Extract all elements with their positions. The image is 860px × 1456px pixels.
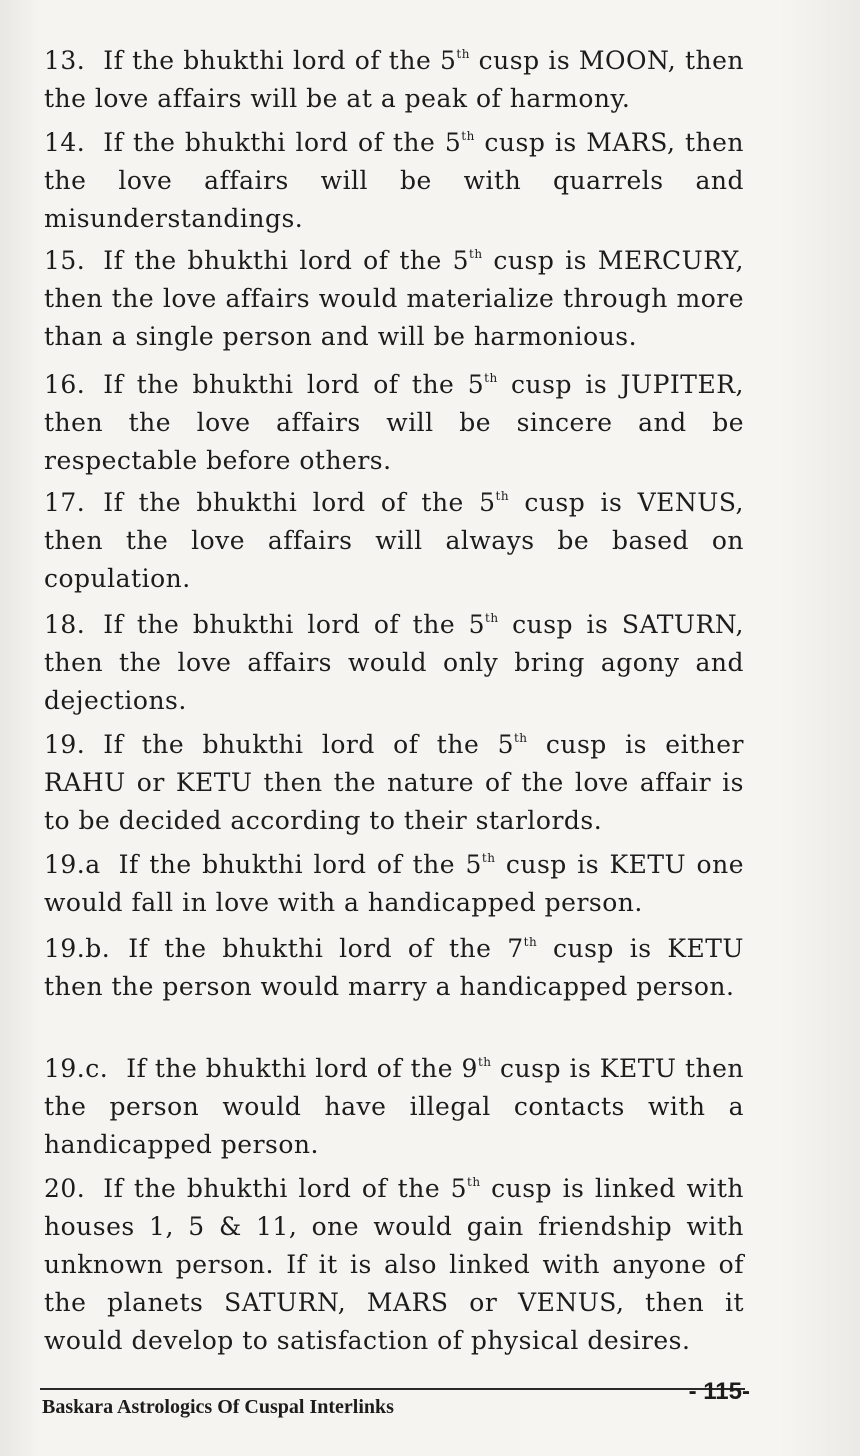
page-body (44, 42, 744, 1384)
item-text-pre: If the bhukthi lord of the 5 (103, 730, 514, 759)
item-number: 13. (44, 46, 86, 75)
ordinal-suffix: th (469, 247, 483, 261)
item-text-pre: If the bhukthi lord of the 7 (128, 934, 524, 963)
item-text-post: cusp is VENUS, then the love affairs will always be based on copulation. (44, 488, 745, 593)
item-text-post: cusp is JUPITER, then the love affairs will be sincere and be respectable before others. (44, 370, 744, 475)
rule-item-19 (44, 726, 744, 846)
item-text-post: cusp is either RAHU or KETU then the nature of the love affair is to be decided according to their starlords. (44, 730, 744, 835)
ordinal-suffix: th (481, 851, 496, 865)
rule-item-13 (44, 42, 744, 124)
ordinal-suffix: th (477, 1055, 492, 1069)
item-number: 16. (44, 370, 86, 399)
item-number: 19.a (44, 850, 101, 879)
ordinal-suffix: th (484, 371, 498, 385)
item-number: 14. (44, 128, 86, 157)
ordinal-suffix: th (495, 489, 510, 503)
item-number: 17. (44, 488, 86, 517)
footer-divider (40, 1388, 745, 1390)
item-text-pre: If the bhukthi lord of the 9 (126, 1054, 478, 1083)
ordinal-suffix: th (461, 129, 475, 143)
item-text-post: cusp is MARS, then the love affairs will be with quarrels and misunderstandings. (44, 128, 744, 233)
item-number: 20. (44, 1174, 86, 1203)
item-text-pre: If the bhukthi lord of the 5 (103, 610, 486, 639)
ordinal-suffix: th (513, 731, 528, 745)
item-text-pre: If the bhukthi lord of the 5 (103, 246, 470, 275)
rule-item-15 (44, 242, 744, 366)
item-text-pre: If the bhukthi lord of the 5 (103, 488, 496, 517)
item-text-pre: If the bhukthi lord of the 5 (103, 46, 457, 75)
ordinal-suffix: th (523, 935, 538, 949)
page-number: - 115- (688, 1378, 750, 1405)
rule-item-19a (44, 846, 744, 930)
item-text-post: cusp is KETU one would fall in love with a handicapped person. (44, 850, 744, 917)
ordinal-suffix: th (467, 1175, 481, 1189)
item-text-pre: If the bhukthi lord of the 5 (103, 1174, 468, 1203)
rule-item-19c (44, 1050, 744, 1170)
item-text-post: cusp is MERCURY, then the love affairs would materialize through more than a single person and will be harmonious. (44, 246, 744, 351)
item-number: 19.b. (44, 934, 111, 963)
rule-item-20 (44, 1170, 744, 1384)
item-text-post: cusp is SATURN, then the love affairs would only bring agony and dejections. (44, 610, 744, 715)
item-text-pre: If the bhukthi lord of the 5 (103, 370, 485, 399)
item-number: 19.c. (44, 1054, 109, 1083)
item-text-pre: If the bhukthi lord of the 5 (118, 850, 482, 879)
item-text-post: cusp is linked with houses 1, 5 & 11, one would gain friendship with unknown person. If it is also linked with anyone of the planets SATURN, MARS or VENUS, then it would develop to satisfaction of physical desires. (44, 1174, 744, 1355)
item-text-post: cusp is KETU then the person would have illegal contacts with a handicapped person. (44, 1054, 744, 1159)
ordinal-suffix: th (485, 611, 499, 625)
rule-item-19b (44, 930, 744, 1050)
item-number: 15. (44, 246, 86, 275)
rule-item-16 (44, 366, 744, 484)
item-text-post: cusp is KETU then the person would marry a handicapped person. (44, 934, 745, 1001)
book-title-footer: Baskara Astrologics Of Cuspal Interlinks (42, 1396, 394, 1418)
rule-item-17 (44, 484, 744, 606)
item-text-post: cusp is MOON, then the love affairs will be at a peak of harmony. (44, 46, 745, 113)
rule-item-18 (44, 606, 744, 726)
item-number: 18. (44, 610, 86, 639)
rule-item-14 (44, 124, 744, 242)
item-text-pre: If the bhukthi lord of the 5 (103, 128, 462, 157)
ordinal-suffix: th (456, 47, 470, 61)
item-number: 19. (44, 730, 86, 759)
